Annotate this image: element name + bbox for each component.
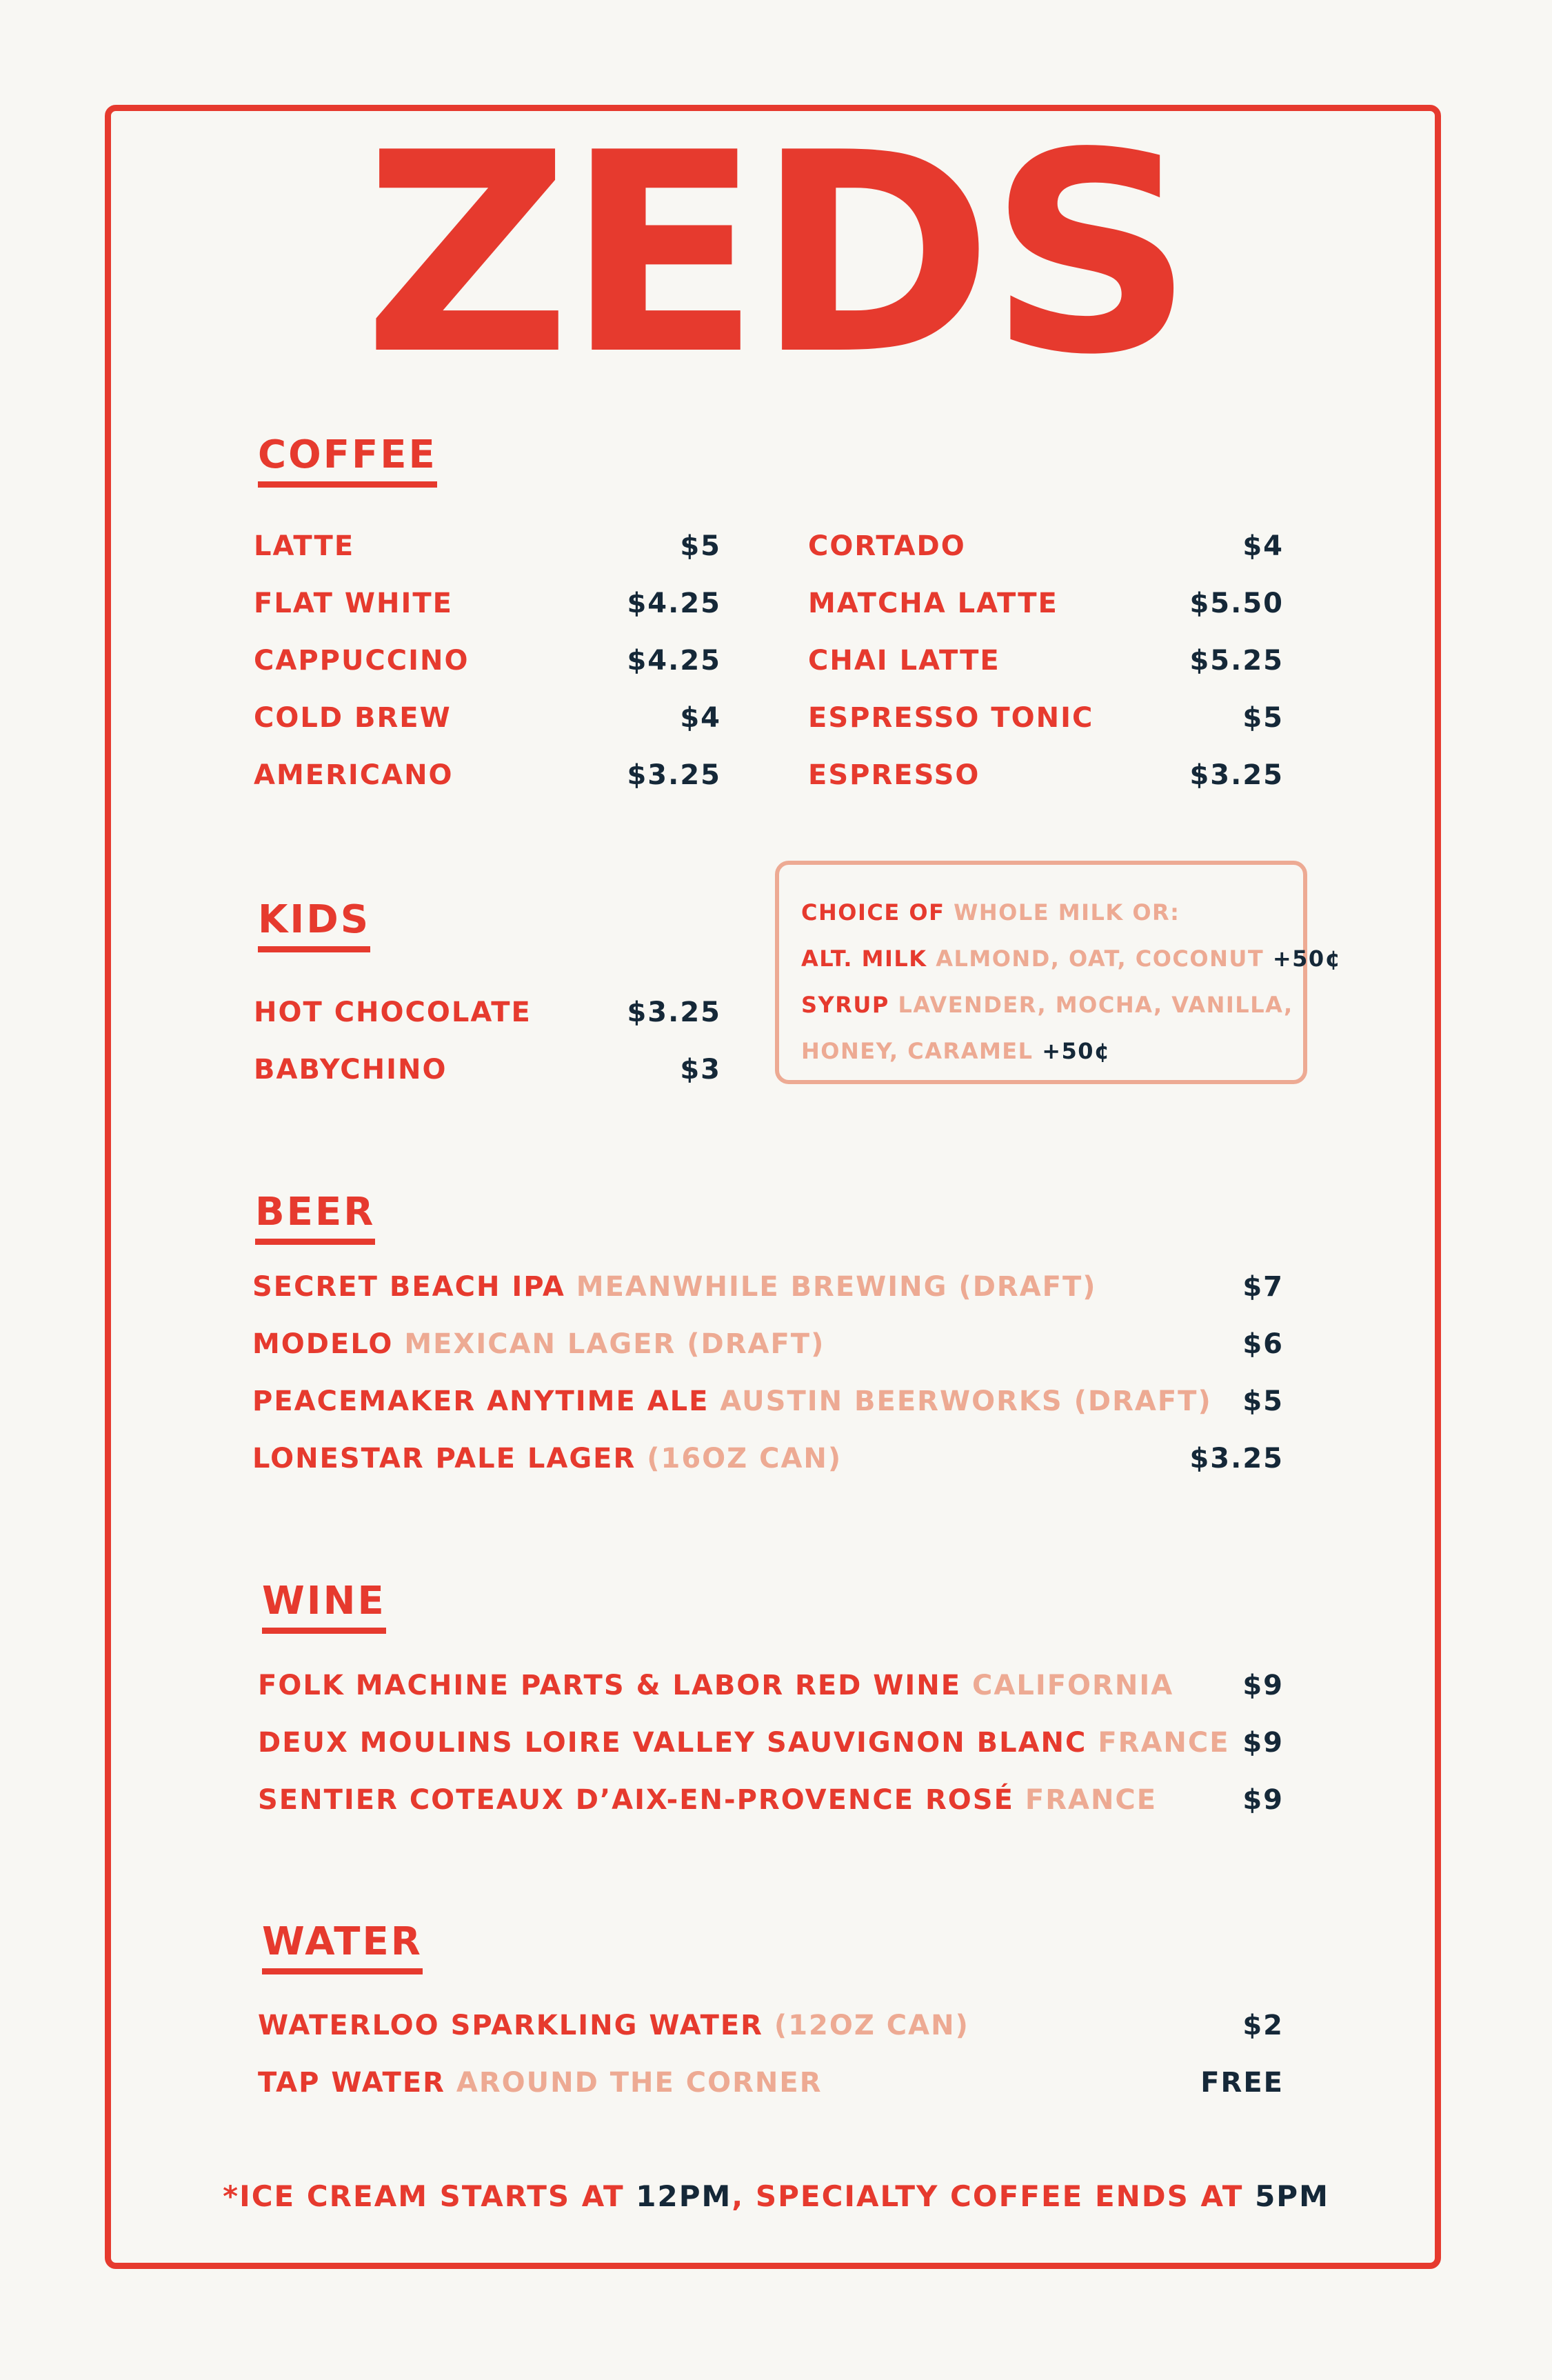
extras-syrup-line-cont bbox=[801, 1028, 1303, 1074]
item-price: $3.25 bbox=[1189, 759, 1284, 791]
menu-item-waterloo bbox=[258, 2005, 1284, 2046]
item-price: $6 bbox=[1242, 1328, 1284, 1360]
item-name: CAPPUCCINO bbox=[254, 645, 470, 677]
extras-label: SYRUP bbox=[801, 992, 889, 1018]
hours-note-time: 5PM bbox=[1255, 2179, 1329, 2213]
hours-note bbox=[0, 2179, 1552, 2213]
item-desc: AUSTIN BEERWORKS (DRAFT) bbox=[720, 1386, 1212, 1417]
item-price: $4.25 bbox=[627, 588, 721, 619]
extras-desc: HONEY, CARAMEL bbox=[801, 1038, 1034, 1064]
item-desc: FRANCE bbox=[1098, 1727, 1230, 1759]
extras-desc: LAVENDER, MOCHA, VANILLA, bbox=[898, 992, 1293, 1018]
menu-item-tap-water bbox=[258, 2062, 1284, 2103]
hours-note-text: , SPECIALTY COFFEE ENDS AT bbox=[732, 2179, 1244, 2213]
item-name: MATCHA LATTE bbox=[808, 588, 1058, 619]
item-price: $9 bbox=[1242, 1784, 1284, 1816]
menu-item-latte bbox=[254, 526, 721, 567]
item-name: ESPRESSO TONIC bbox=[808, 702, 1094, 734]
item-name: SENTIER COTEAUX D’AIX-EN-PROVENCE ROSÉ bbox=[258, 1784, 1014, 1816]
item-price: $5 bbox=[680, 530, 721, 562]
item-price: $5.50 bbox=[1189, 588, 1284, 619]
item-desc: CALIFORNIA bbox=[972, 1670, 1174, 1701]
menu-item-hot-chocolate bbox=[254, 992, 721, 1033]
item-price: $5.25 bbox=[1189, 645, 1284, 677]
menu-item-cold-brew bbox=[254, 697, 721, 739]
kids-heading: KIDS bbox=[258, 898, 370, 952]
item-price: $3.25 bbox=[627, 759, 721, 791]
item-desc: MEANWHILE BREWING (DRAFT) bbox=[576, 1271, 1097, 1303]
menu-item-cappuccino bbox=[254, 640, 721, 681]
item-name: CHAI LATTE bbox=[808, 645, 1000, 677]
item-name: MODELO bbox=[252, 1328, 394, 1360]
extras-alt-milk-line bbox=[801, 936, 1342, 982]
brand-logo: ZEDS bbox=[363, 94, 1189, 415]
item-price: $5 bbox=[1242, 702, 1284, 734]
extras-syrup-line bbox=[801, 982, 1303, 1028]
item-price: $4 bbox=[1242, 530, 1284, 562]
item-name: ESPRESSO bbox=[808, 759, 980, 791]
item-price: $9 bbox=[1242, 1670, 1284, 1701]
item-name: BABYCHINO bbox=[254, 1054, 447, 1086]
item-price: FREE bbox=[1200, 2067, 1284, 2099]
item-price: $3 bbox=[680, 1054, 721, 1086]
item-name: CORTADO bbox=[808, 530, 966, 562]
item-price: $2 bbox=[1242, 2010, 1284, 2041]
item-name: DEUX MOULINS LOIRE VALLEY SAUVIGNON BLANC bbox=[258, 1727, 1087, 1759]
menu-item-secret-beach-ipa bbox=[252, 1266, 1284, 1308]
milk-syrup-options-box bbox=[775, 861, 1342, 1084]
menu-item-lonestar bbox=[252, 1438, 1284, 1479]
menu-item-espresso bbox=[808, 754, 1284, 796]
item-name: AMERICANO bbox=[254, 759, 454, 791]
item-name: FOLK MACHINE PARTS & LABOR RED WINE bbox=[258, 1670, 962, 1701]
menu-item-peacemaker-ale bbox=[252, 1381, 1284, 1422]
menu-item-babychino bbox=[254, 1049, 721, 1090]
menu-item-matcha-latte bbox=[808, 583, 1284, 624]
item-desc: MEXICAN LAGER (DRAFT) bbox=[404, 1328, 825, 1360]
item-price: $3.25 bbox=[1189, 1443, 1284, 1474]
hours-note-text: *ICE CREAM STARTS AT bbox=[223, 2179, 625, 2213]
menu-item-chai-latte bbox=[808, 640, 1284, 681]
hours-note-time: 12PM bbox=[636, 2179, 732, 2213]
item-price: $4 bbox=[680, 702, 721, 734]
menu-item-folk-machine bbox=[258, 1665, 1284, 1706]
item-price: $5 bbox=[1242, 1386, 1284, 1417]
menu-item-sentier-rose bbox=[258, 1779, 1284, 1821]
item-name: COLD BREW bbox=[254, 702, 452, 734]
item-price: $7 bbox=[1242, 1271, 1284, 1303]
extras-label: ALT. MILK bbox=[801, 946, 927, 972]
item-name: TAP WATER bbox=[258, 2067, 445, 2099]
item-desc: (12OZ CAN) bbox=[774, 2010, 969, 2041]
item-name: SECRET BEACH IPA bbox=[252, 1271, 565, 1303]
item-name: FLAT WHITE bbox=[254, 588, 453, 619]
extras-price: +50¢ bbox=[1042, 1038, 1111, 1064]
item-desc: AROUND THE CORNER bbox=[456, 2067, 823, 2099]
wine-heading: WINE bbox=[262, 1579, 386, 1634]
item-name: HOT CHOCOLATE bbox=[254, 997, 532, 1028]
item-desc: FRANCE bbox=[1025, 1784, 1158, 1816]
item-price: $3.25 bbox=[627, 997, 721, 1028]
extras-label: CHOICE OF bbox=[801, 899, 945, 926]
item-name: WATERLOO SPARKLING WATER bbox=[258, 2010, 763, 2041]
extras-desc: WHOLE MILK OR: bbox=[954, 899, 1180, 926]
coffee-heading: COFFEE bbox=[258, 433, 437, 488]
menu-item-modelo bbox=[252, 1323, 1284, 1365]
menu-item-deux-moulins bbox=[258, 1722, 1284, 1763]
water-heading: WATER bbox=[262, 1920, 423, 1974]
item-desc: (16OZ CAN) bbox=[647, 1443, 843, 1474]
menu-item-espresso-tonic bbox=[808, 697, 1284, 739]
item-name: LATTE bbox=[254, 530, 355, 562]
extras-desc: ALMOND, OAT, COCONUT bbox=[936, 946, 1264, 972]
item-name: PEACEMAKER ANYTIME ALE bbox=[252, 1386, 709, 1417]
menu-item-flat-white bbox=[254, 583, 721, 624]
item-price: $9 bbox=[1242, 1727, 1284, 1759]
item-price: $4.25 bbox=[627, 645, 721, 677]
extras-price: +50¢ bbox=[1272, 946, 1342, 972]
menu-item-cortado bbox=[808, 526, 1284, 567]
extras-choice-line bbox=[801, 890, 1303, 936]
menu-item-americano bbox=[254, 754, 721, 796]
item-name: LONESTAR PALE LAGER bbox=[252, 1443, 636, 1474]
beer-heading: BEER bbox=[255, 1190, 375, 1245]
